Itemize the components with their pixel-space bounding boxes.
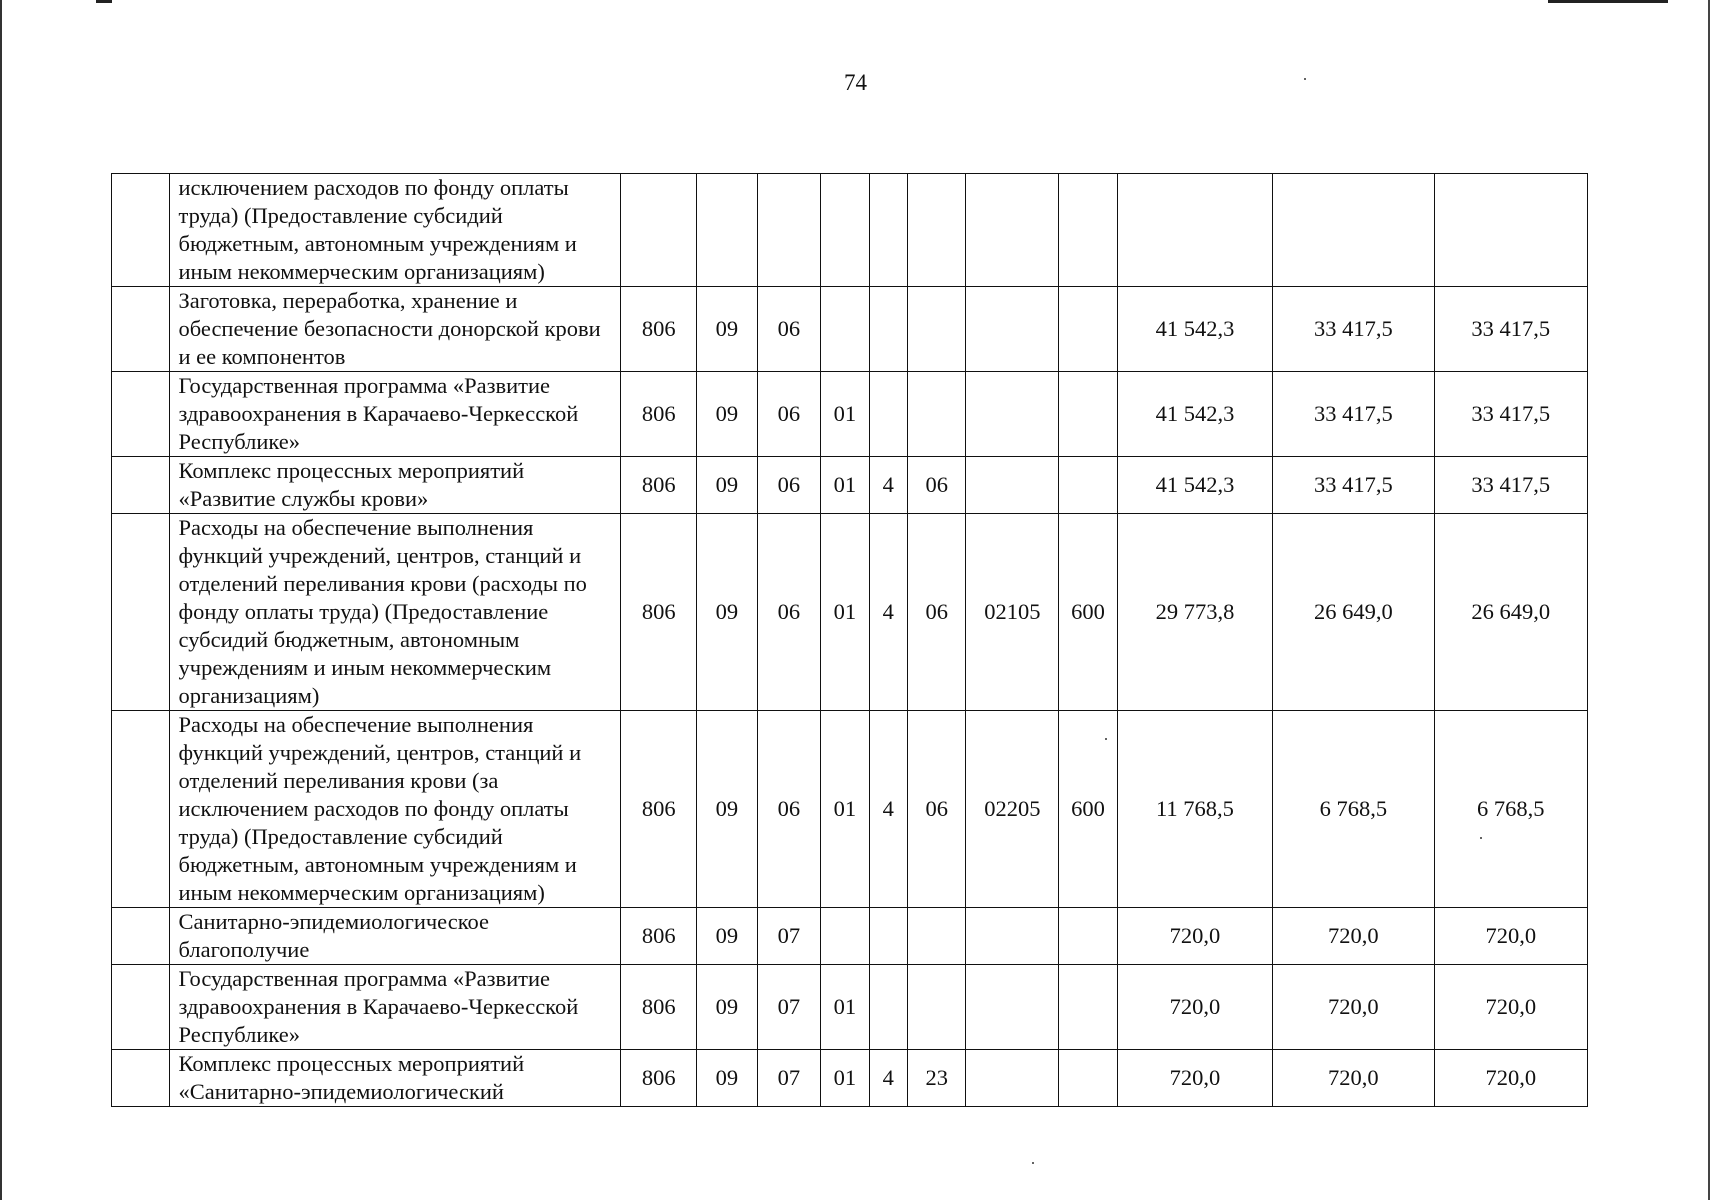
direction-code-cell [966, 965, 1059, 1050]
program-code-cell: 01 [821, 1050, 869, 1107]
table-row [112, 908, 1588, 965]
subprogram-code-cell [907, 287, 966, 372]
amount-year-2-cell [1273, 174, 1434, 287]
page-number: 74 [844, 70, 867, 95]
subprogram-code-cell: 23 [907, 1050, 966, 1107]
scan-edge-left [0, 0, 2, 1200]
section-code-cell: 09 [697, 457, 758, 514]
amount-year-1-cell: 720,0 [1117, 965, 1272, 1050]
scan-edge-top-left [96, 0, 112, 3]
ministry-code-cell: 806 [621, 1050, 697, 1107]
program-type-code-cell [869, 908, 907, 965]
subsection-code-cell: 06 [757, 514, 821, 711]
subprogram-code-cell: 06 [907, 514, 966, 711]
subsection-code-cell: 06 [757, 372, 821, 457]
subsection-code-cell: 06 [757, 711, 821, 908]
amount-year-1-cell: 41 542,3 [1117, 457, 1272, 514]
amount-year-1-cell: 11 768,5 [1117, 711, 1272, 908]
section-code-cell: 09 [697, 287, 758, 372]
expense-type-code-cell [1059, 174, 1118, 287]
section-code-cell: 09 [697, 1050, 758, 1107]
section-code-cell: 09 [697, 908, 758, 965]
section-code-cell: 09 [697, 711, 758, 908]
amount-year-3-cell: 6 768,5 [1434, 711, 1587, 908]
row-number-cell [112, 457, 170, 514]
row-number-cell [112, 174, 170, 287]
table-row [112, 457, 1588, 514]
program-code-cell: 01 [821, 372, 869, 457]
program-code-cell: 01 [821, 457, 869, 514]
table-row [112, 174, 1588, 287]
ministry-code-cell: 806 [621, 372, 697, 457]
table-row [112, 1050, 1588, 1107]
row-number-cell [112, 514, 170, 711]
item-name-cell: Государственная программа «Развитие здравоохранения в Карачаево-Черкесской Республике» [169, 965, 621, 1050]
amount-year-1-cell: 720,0 [1117, 908, 1272, 965]
row-number-cell [112, 287, 170, 372]
budget-table [111, 173, 1588, 1107]
scan-edge-right [1708, 0, 1710, 1200]
direction-code-cell: 02205 [966, 711, 1059, 908]
amount-year-1-cell: 41 542,3 [1117, 372, 1272, 457]
item-name-cell: Санитарно-эпидемиологическое благополучие [169, 908, 621, 965]
item-name-cell: Комплекс процессных мероприятий «Развитие службы крови» [169, 457, 621, 514]
program-code-cell [821, 174, 869, 287]
expense-type-code-cell: 600 [1059, 711, 1118, 908]
item-name-cell: Заготовка, переработка, хранение и обеспечение безопасности донорской крови и ее компонентов [169, 287, 621, 372]
section-code-cell: 09 [697, 372, 758, 457]
item-name-cell: исключением расходов по фонду оплаты труда) (Предоставление субсидий бюджетным, автономным учреждениям и иным некоммерческим организациям) [169, 174, 621, 287]
amount-year-3-cell: 26 649,0 [1434, 514, 1587, 711]
expense-type-code-cell [1059, 1050, 1118, 1107]
amount-year-2-cell: 720,0 [1273, 965, 1434, 1050]
subprogram-code-cell [907, 174, 966, 287]
subsection-code-cell: 07 [757, 965, 821, 1050]
direction-code-cell [966, 908, 1059, 965]
ministry-code-cell: 806 [621, 514, 697, 711]
budget-table-body [112, 174, 1588, 1107]
amount-year-2-cell: 720,0 [1273, 908, 1434, 965]
program-type-code-cell [869, 965, 907, 1050]
item-name-cell: Расходы на обеспечение выполнения функций учреждений, центров, станций и отделений переливания крови (расходы по фонду оплаты труда) (Предоставление субсидий бюджетным, автономным учреждениям и иным некоммерческим организациям) [169, 514, 621, 711]
amount-year-2-cell: 6 768,5 [1273, 711, 1434, 908]
expense-type-code-cell [1059, 372, 1118, 457]
amount-year-3-cell: 33 417,5 [1434, 372, 1587, 457]
direction-code-cell [966, 372, 1059, 457]
direction-code-cell [966, 457, 1059, 514]
subprogram-code-cell [907, 908, 966, 965]
row-number-cell [112, 908, 170, 965]
program-type-code-cell: 4 [869, 514, 907, 711]
section-code-cell [697, 174, 758, 287]
expense-type-code-cell [1059, 965, 1118, 1050]
program-code-cell: 01 [821, 965, 869, 1050]
subprogram-code-cell: 06 [907, 457, 966, 514]
section-code-cell: 09 [697, 514, 758, 711]
expense-type-code-cell [1059, 287, 1118, 372]
ministry-code-cell [621, 174, 697, 287]
scan-edge-top-right [1548, 0, 1668, 3]
program-type-code-cell: 4 [869, 1050, 907, 1107]
subsection-code-cell: 07 [757, 908, 821, 965]
amount-year-3-cell: 720,0 [1434, 908, 1587, 965]
amount-year-2-cell: 720,0 [1273, 1050, 1434, 1107]
section-code-cell: 09 [697, 965, 758, 1050]
amount-year-2-cell: 33 417,5 [1273, 372, 1434, 457]
item-name-cell: Государственная программа «Развитие здравоохранения в Карачаево-Черкесской Республике» [169, 372, 621, 457]
program-code-cell: 01 [821, 514, 869, 711]
ministry-code-cell: 806 [621, 965, 697, 1050]
direction-code-cell [966, 174, 1059, 287]
amount-year-1-cell: 720,0 [1117, 1050, 1272, 1107]
subsection-code-cell: 06 [757, 287, 821, 372]
amount-year-3-cell: 720,0 [1434, 965, 1587, 1050]
amount-year-2-cell: 33 417,5 [1273, 457, 1434, 514]
direction-code-cell [966, 1050, 1059, 1107]
row-number-cell [112, 711, 170, 908]
table-row [112, 287, 1588, 372]
amount-year-2-cell: 26 649,0 [1273, 514, 1434, 711]
program-code-cell: 01 [821, 711, 869, 908]
amount-year-1-cell [1117, 174, 1272, 287]
ministry-code-cell: 806 [621, 457, 697, 514]
program-type-code-cell: 4 [869, 711, 907, 908]
row-number-cell [112, 372, 170, 457]
ministry-code-cell: 806 [621, 711, 697, 908]
subprogram-code-cell [907, 965, 966, 1050]
amount-year-3-cell: 720,0 [1434, 1050, 1587, 1107]
row-number-cell [112, 1050, 170, 1107]
subsection-code-cell: 06 [757, 457, 821, 514]
amount-year-3-cell: 33 417,5 [1434, 457, 1587, 514]
program-code-cell [821, 287, 869, 372]
row-number-cell [112, 965, 170, 1050]
subprogram-code-cell [907, 372, 966, 457]
ministry-code-cell: 806 [621, 908, 697, 965]
scan-speck [1032, 1162, 1034, 1164]
ministry-code-cell: 806 [621, 287, 697, 372]
program-type-code-cell [869, 287, 907, 372]
amount-year-3-cell [1434, 174, 1587, 287]
expense-type-code-cell [1059, 457, 1118, 514]
amount-year-1-cell: 29 773,8 [1117, 514, 1272, 711]
item-name-cell: Комплекс процессных мероприятий «Санитарно-эпидемиологический [169, 1050, 621, 1107]
amount-year-1-cell: 41 542,3 [1117, 287, 1272, 372]
table-row [112, 965, 1588, 1050]
subsection-code-cell: 07 [757, 1050, 821, 1107]
program-type-code-cell: 4 [869, 457, 907, 514]
program-code-cell [821, 908, 869, 965]
amount-year-3-cell: 33 417,5 [1434, 287, 1587, 372]
expense-type-code-cell: 600 [1059, 514, 1118, 711]
subsection-code-cell [757, 174, 821, 287]
table-row [112, 711, 1588, 908]
direction-code-cell [966, 287, 1059, 372]
program-type-code-cell [869, 174, 907, 287]
item-name-cell: Расходы на обеспечение выполнения функций учреждений, центров, станций и отделений переливания крови (за исключением расходов по фонду оплаты труда) (Предоставление субсидий бюджетным, автономным учреждениям и иным некоммерческим организациям) [169, 711, 621, 908]
program-type-code-cell [869, 372, 907, 457]
table-row [112, 372, 1588, 457]
direction-code-cell: 02105 [966, 514, 1059, 711]
table-row [112, 514, 1588, 711]
expense-type-code-cell [1059, 908, 1118, 965]
subprogram-code-cell: 06 [907, 711, 966, 908]
amount-year-2-cell: 33 417,5 [1273, 287, 1434, 372]
